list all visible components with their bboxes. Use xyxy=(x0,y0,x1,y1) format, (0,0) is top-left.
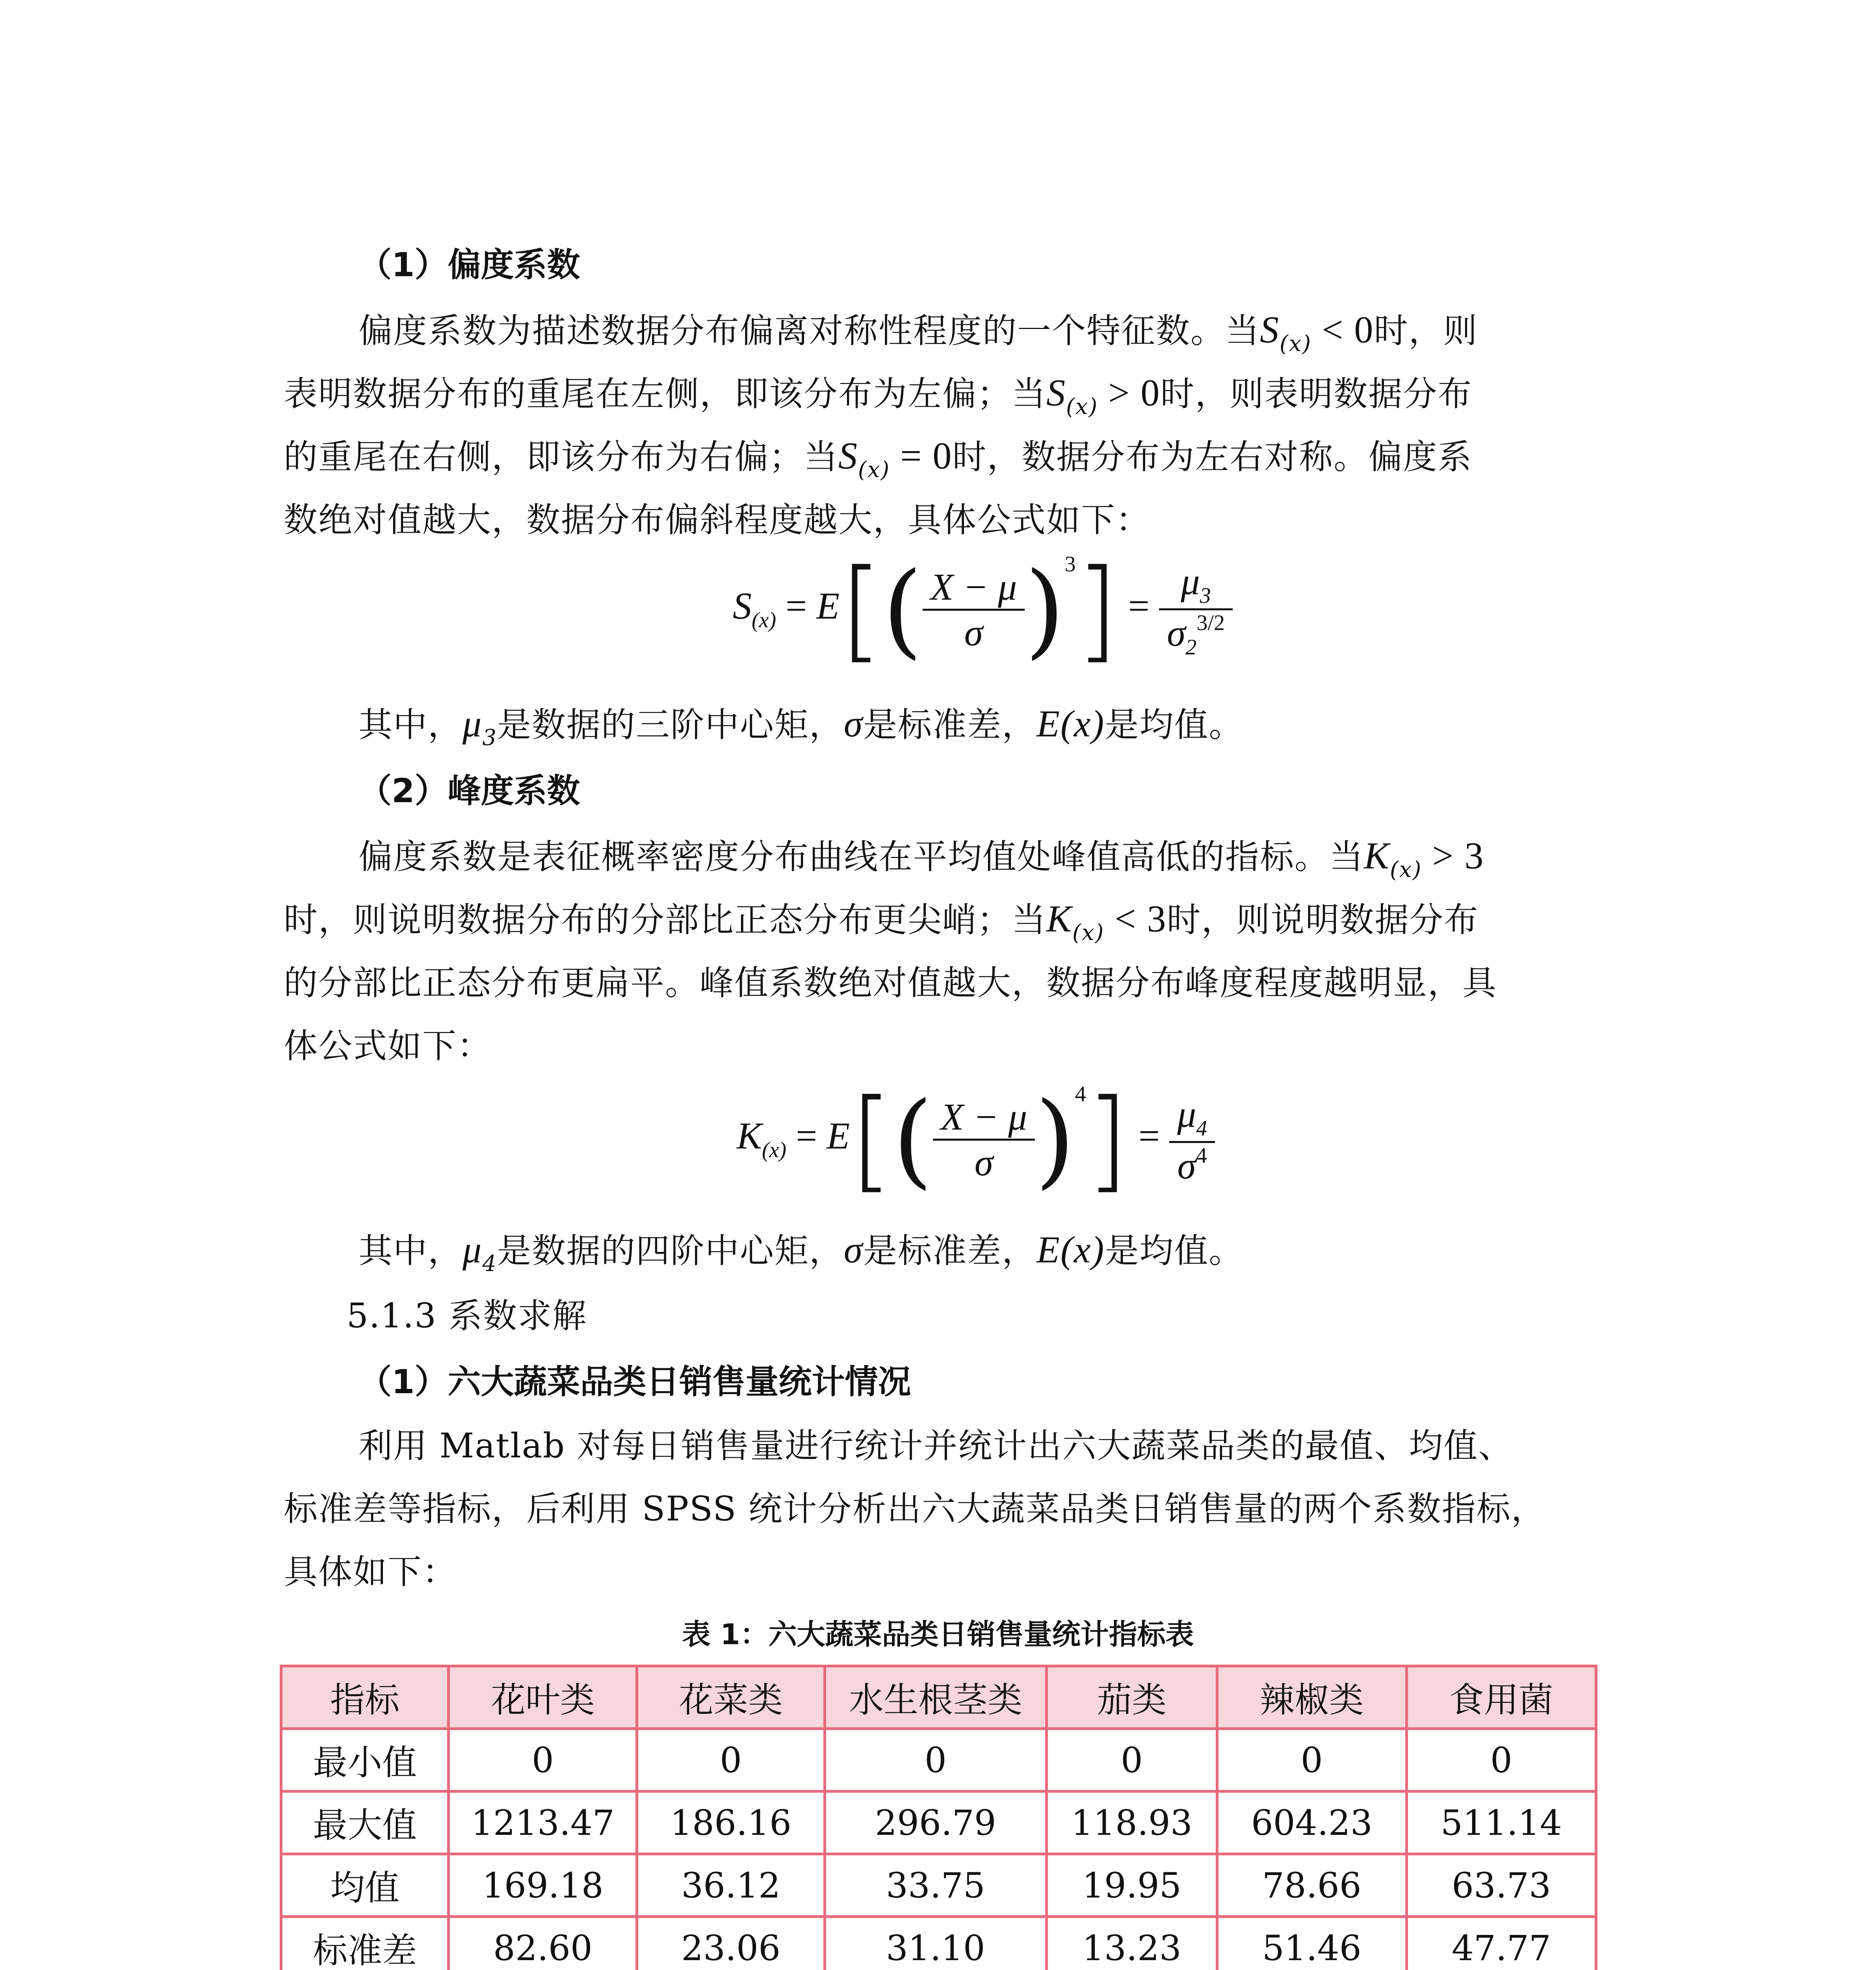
header-cell: 花叶类 xyxy=(449,1666,637,1729)
exponent: 4 xyxy=(1075,1082,1086,1106)
left-paren: ( xyxy=(893,1080,933,1199)
text: 偏度系数为描述数据分布偏离对称性程度的一个特征数。当 xyxy=(358,311,1260,351)
table-cell: 23.06 xyxy=(637,1917,825,1970)
header-cell: 茄类 xyxy=(1046,1666,1217,1729)
table-cell: 0 xyxy=(1217,1729,1406,1792)
table-cell: 0 xyxy=(1406,1729,1596,1792)
stats-table xyxy=(280,1665,1597,1970)
math-sub-x: (x) xyxy=(752,608,776,632)
text: 偏度系数是表征概率密度分布曲线在平均值处峰值高低的指标。当 xyxy=(358,837,1364,877)
math-eq: = xyxy=(776,585,817,627)
math-gt0: > 0 xyxy=(1098,372,1161,414)
sup: 4 xyxy=(1196,1143,1207,1168)
text: 其中， xyxy=(358,1231,462,1271)
Ex: E(x) xyxy=(1036,703,1105,745)
table-row xyxy=(281,1854,1596,1917)
table-caption: 表 1：六大蔬菜品类日销售量统计指标表 xyxy=(682,1618,1194,1651)
math-lt3: < 3 xyxy=(1104,898,1167,940)
text: 时，则说明数据分布 xyxy=(1166,900,1479,940)
text: 表明数据分布的重尾在左侧，即该分布为左偏；当 xyxy=(284,374,1046,414)
text: 时，则表明数据分布 xyxy=(1160,374,1473,414)
text: 是均值。 xyxy=(1105,705,1244,745)
header-cell: 水生根茎类 xyxy=(825,1666,1046,1729)
sub: 3 xyxy=(482,725,497,751)
table-cell: 47.77 xyxy=(1406,1917,1596,1970)
math-K: K xyxy=(1046,898,1073,940)
text: 时，数据分布为左右对称。偏度系 xyxy=(952,437,1473,477)
text: 时，则 xyxy=(1374,311,1478,351)
math-E: E xyxy=(816,585,840,627)
math-sub-x: (x) xyxy=(1072,920,1105,946)
right-bracket: ] xyxy=(1086,1075,1129,1204)
sub: 2 xyxy=(1185,635,1197,660)
kurtosis-line-2 xyxy=(284,892,1600,946)
math-S: S xyxy=(838,435,858,477)
numerator xyxy=(1169,1092,1215,1143)
text: 是标准差， xyxy=(863,1231,1037,1271)
left-bracket: [ xyxy=(849,1075,893,1204)
fraction xyxy=(933,1095,1035,1184)
skewness-line-4: 数绝对值越大，数据分布偏斜程度越大，具体公式如下： xyxy=(284,500,1150,540)
Ex: E(x) xyxy=(1036,1228,1105,1271)
table-cell: 0 xyxy=(449,1729,637,1792)
table-cell: 511.14 xyxy=(1406,1792,1596,1854)
math-sub-x: (x) xyxy=(858,457,890,483)
denominator xyxy=(1159,610,1233,660)
kurtosis-line-4: 体公式如下： xyxy=(284,1026,492,1066)
mu: μ xyxy=(1177,1093,1196,1135)
table-cell: 82.60 xyxy=(449,1917,637,1970)
section-heading-kurtosis: （2）峰度系数 xyxy=(358,771,580,810)
section-heading-skewness: （1）偏度系数 xyxy=(358,245,580,284)
kurtosis-formula xyxy=(737,1075,1215,1204)
sup: 3/2 xyxy=(1196,611,1225,636)
row-label: 最大值 xyxy=(281,1792,449,1854)
math-sub-x: (x) xyxy=(762,1138,787,1162)
row-label: 标准差 xyxy=(281,1917,449,1970)
denominator xyxy=(1169,1143,1215,1188)
sub: 4 xyxy=(1196,1116,1207,1141)
exponent: 3 xyxy=(1064,552,1076,576)
math-lt0: < 0 xyxy=(1311,309,1374,351)
sub: 3 xyxy=(1200,584,1211,608)
sigma: σ xyxy=(843,1228,864,1271)
mu: μ xyxy=(462,703,483,745)
left-bracket: [ xyxy=(839,545,883,674)
table-cell: 118.93 xyxy=(1046,1792,1217,1854)
fraction-mu-sigma xyxy=(1169,1092,1215,1188)
table-cell: 31.10 xyxy=(825,1917,1046,1970)
method-line-1: 利用 Matlab 对每日销售量进行统计并统计出六大蔬菜品类的最值、均值、 xyxy=(358,1426,1513,1466)
table-cell: 169.18 xyxy=(449,1854,637,1917)
skewness-line-1 xyxy=(358,303,1600,357)
math-K: K xyxy=(737,1115,762,1157)
math-E: E xyxy=(827,1115,850,1157)
sigma: σ xyxy=(843,703,864,745)
header-cell: 花菜类 xyxy=(637,1666,825,1729)
table-cell: 0 xyxy=(1046,1729,1217,1792)
method-line-2: 标准差等指标，后利用 SPSS 统计分析出六大蔬菜品类日销售量的两个系数指标， xyxy=(284,1489,1546,1529)
table-cell: 0 xyxy=(637,1729,825,1792)
table-row xyxy=(281,1792,1596,1854)
table-cell: 51.46 xyxy=(1217,1917,1406,1970)
sigma: σ xyxy=(1177,1144,1196,1187)
math-S: S xyxy=(1260,309,1280,351)
math-sub-x: (x) xyxy=(1066,394,1098,420)
fraction-mu-sigma xyxy=(1159,559,1233,660)
denominator: σ xyxy=(964,611,983,654)
math-K: K xyxy=(1364,834,1390,877)
math-gt3: > 3 xyxy=(1422,834,1484,877)
row-label: 最小值 xyxy=(281,1729,449,1792)
table-cell: 604.23 xyxy=(1217,1792,1406,1854)
skewness-explanation xyxy=(358,697,1600,751)
math-eq: = xyxy=(1129,1115,1170,1157)
numerator xyxy=(1159,559,1233,610)
mu: μ xyxy=(462,1228,483,1271)
skewness-line-2 xyxy=(284,366,1600,420)
table-cell: 296.79 xyxy=(825,1792,1046,1854)
text: 是均值。 xyxy=(1105,1231,1244,1271)
sigma: σ xyxy=(1167,612,1186,654)
math-sub-x: (x) xyxy=(1280,331,1312,357)
table-cell: 13.23 xyxy=(1046,1917,1217,1970)
math-eq0: = 0 xyxy=(890,435,953,477)
subsection-heading: （1）六大蔬菜品类日销售量统计情况 xyxy=(358,1362,911,1401)
math-sub-x: (x) xyxy=(1390,857,1422,883)
right-paren: ) xyxy=(1025,550,1065,669)
header-cell: 辣椒类 xyxy=(1217,1666,1406,1729)
numerator: X − μ xyxy=(923,565,1025,611)
numerator: X − μ xyxy=(933,1095,1035,1141)
denominator: σ xyxy=(974,1141,994,1184)
table-cell: 78.66 xyxy=(1217,1854,1406,1917)
table-cell: 36.12 xyxy=(637,1854,825,1917)
math-eq: = xyxy=(1118,585,1159,627)
table-row xyxy=(281,1917,1596,1970)
left-paren: ( xyxy=(882,550,923,669)
kurtosis-line-1 xyxy=(358,829,1600,883)
fraction xyxy=(923,565,1025,654)
kurtosis-line-3: 的分部比正态分布更扁平。峰值系数绝对值越大，数据分布峰度程度越明显，具 xyxy=(284,963,1497,1003)
skewness-line-3 xyxy=(284,429,1600,483)
right-bracket: ] xyxy=(1075,545,1119,674)
table-cell: 0 xyxy=(825,1729,1046,1792)
kurtosis-explanation xyxy=(358,1223,1600,1277)
sub: 4 xyxy=(482,1251,497,1277)
table-cell: 63.73 xyxy=(1406,1854,1596,1917)
text: 是数据的三阶中心矩， xyxy=(497,705,844,745)
section-heading-coefficient: 5.1.3 系数求解 xyxy=(347,1296,587,1336)
text: 是数据的四阶中心矩， xyxy=(497,1231,844,1271)
table-cell: 186.16 xyxy=(637,1792,825,1854)
skewness-formula xyxy=(733,545,1233,674)
right-paren: ) xyxy=(1035,1080,1075,1199)
text: 时，则说明数据分布的分部比正态分布更尖峭；当 xyxy=(284,900,1046,940)
table-header-row xyxy=(281,1666,1596,1729)
header-cell: 指标 xyxy=(281,1666,449,1729)
row-label: 均值 xyxy=(281,1854,449,1917)
table-cell: 19.95 xyxy=(1046,1854,1217,1917)
math-S: S xyxy=(1046,372,1066,414)
text: 是标准差， xyxy=(863,705,1037,745)
table-cell: 33.75 xyxy=(825,1854,1046,1917)
mu: μ xyxy=(1181,560,1200,603)
table-row xyxy=(281,1729,1596,1792)
method-line-3: 具体如下： xyxy=(284,1552,457,1592)
header-cell: 食用菌 xyxy=(1406,1666,1596,1729)
text: 的重尾在右侧，即该分布为右偏；当 xyxy=(284,437,838,477)
math-eq: = xyxy=(786,1115,827,1157)
text: 其中， xyxy=(358,705,462,745)
table-cell: 1213.47 xyxy=(449,1792,637,1854)
math-S: S xyxy=(733,585,752,627)
